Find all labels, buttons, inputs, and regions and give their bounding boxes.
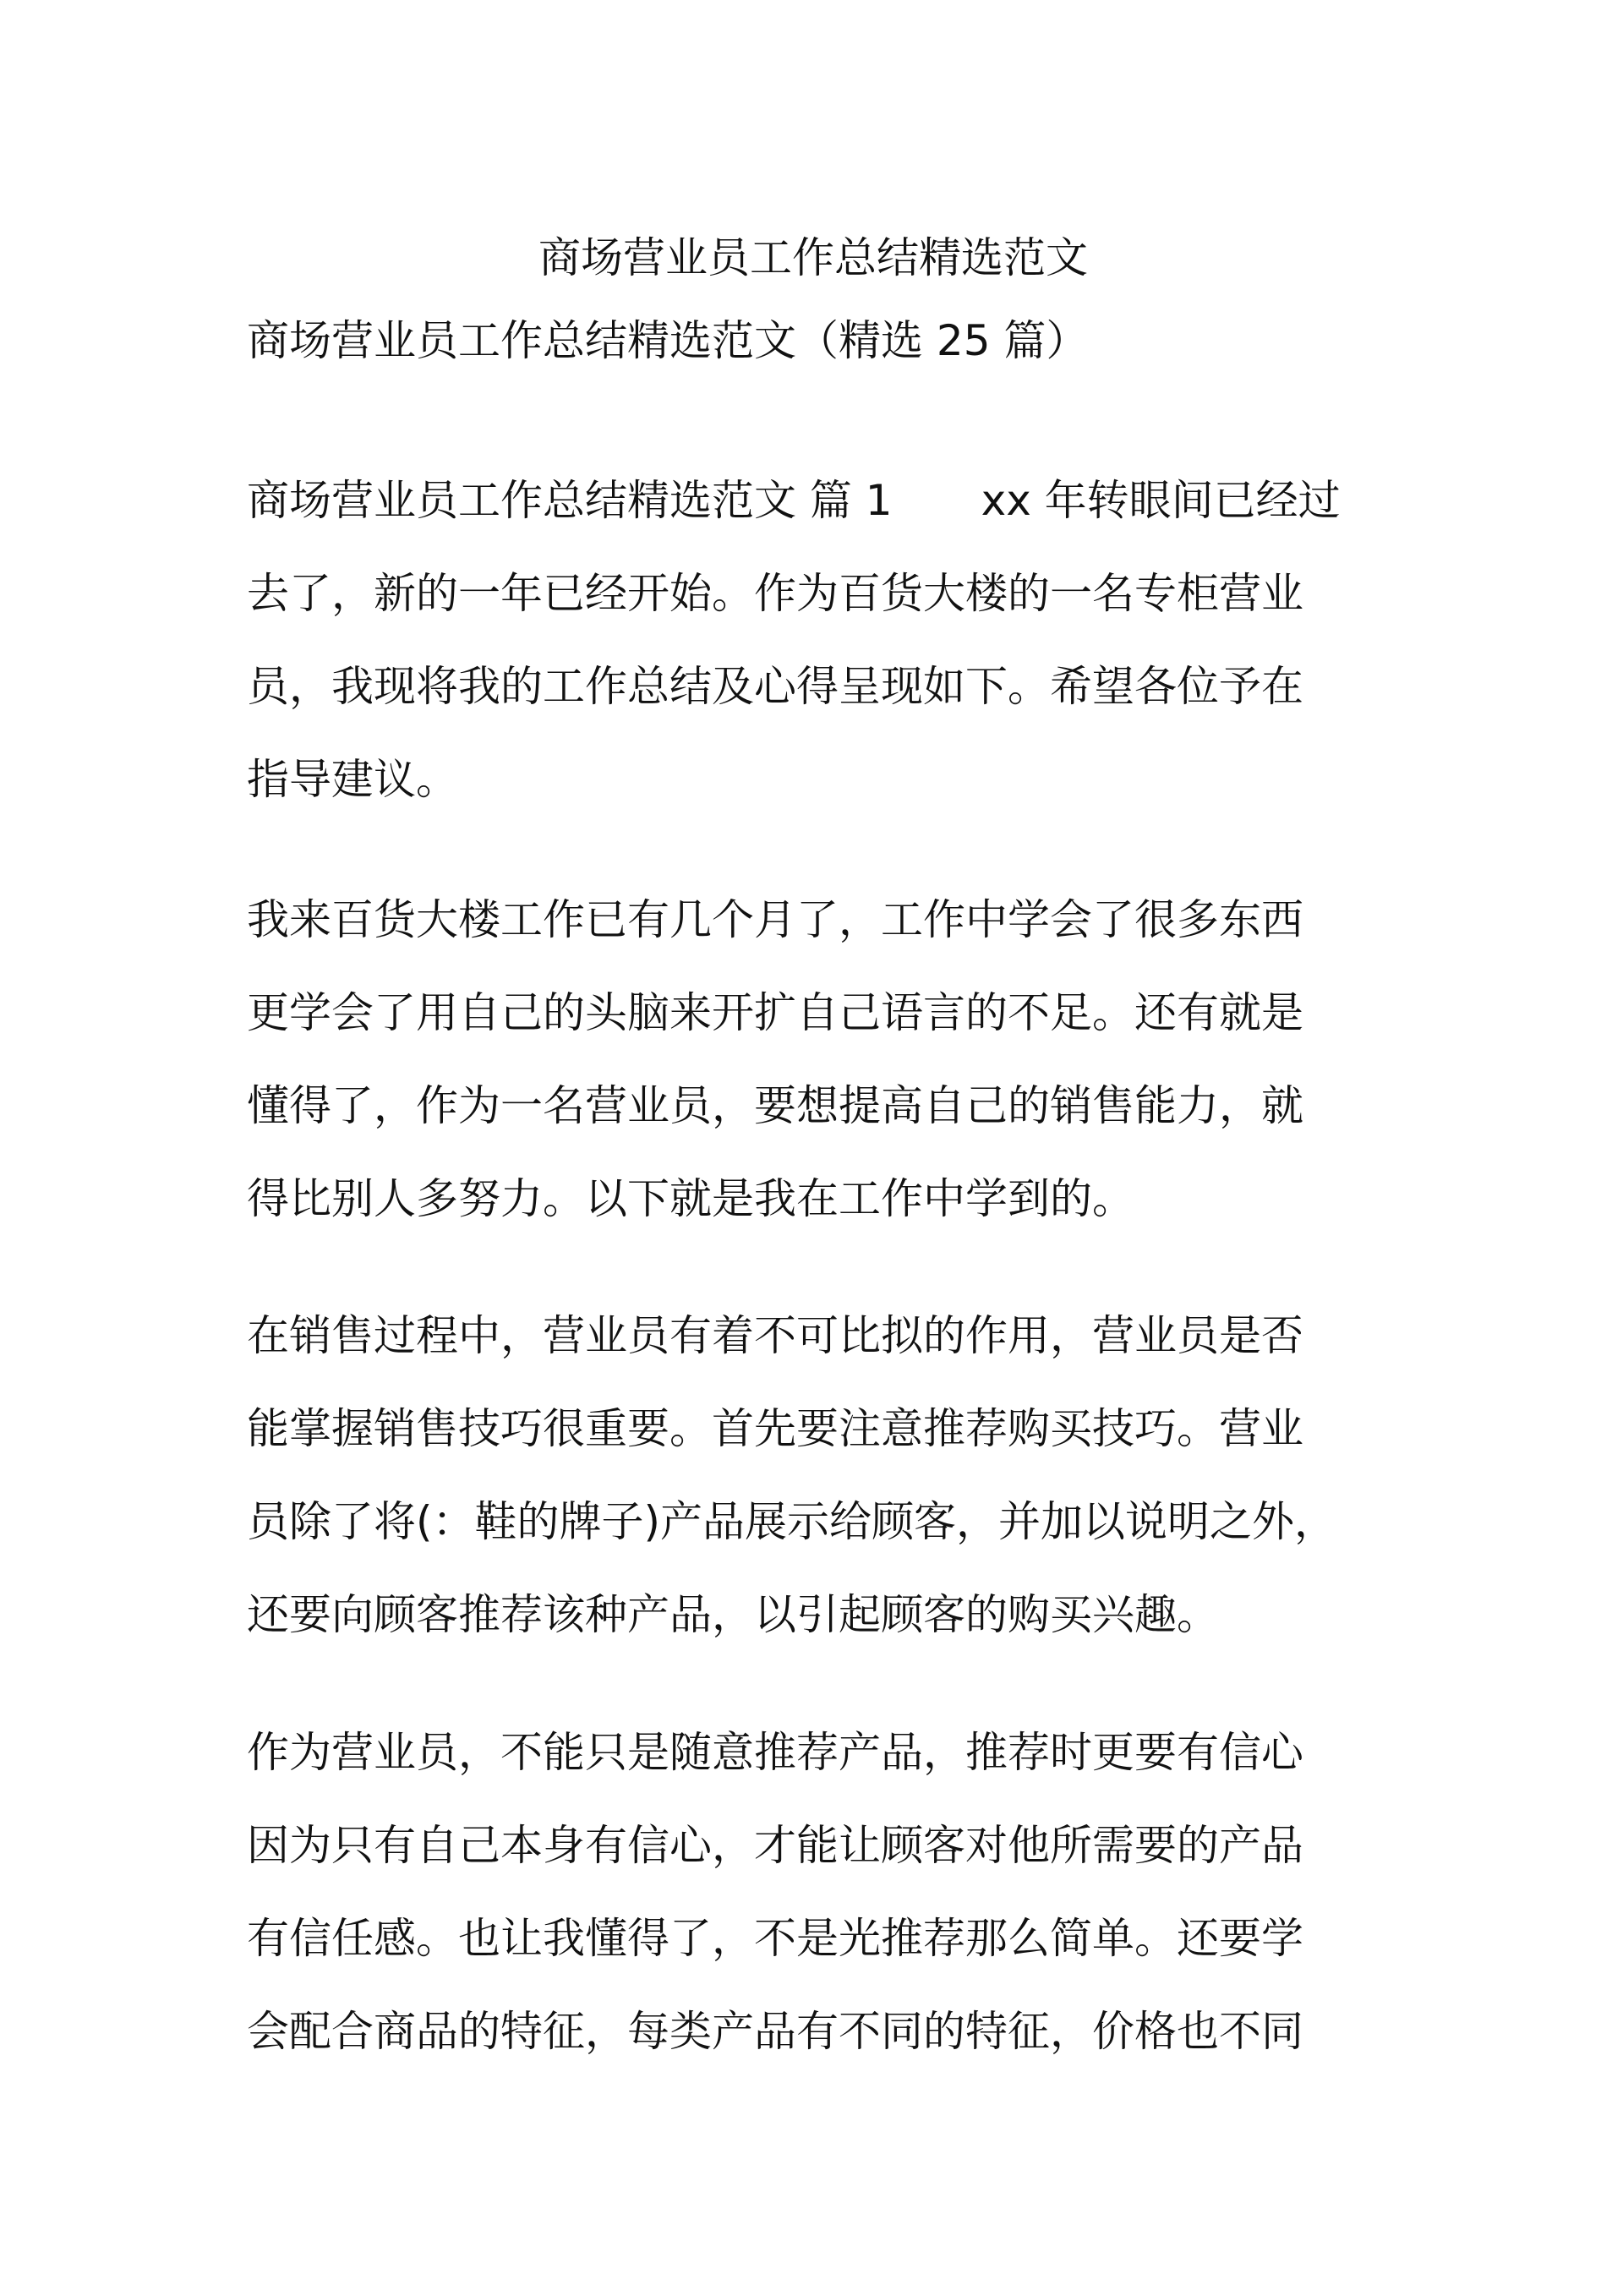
paragraph-text: xx 年转眼间已经过 — [981, 476, 1341, 525]
paragraph-1 — [247, 454, 1396, 826]
paragraph-3 — [247, 1289, 1396, 1661]
paragraph-line: 在销售过程中，营业员有着不可比拟的作用，营业员是否 — [247, 1311, 1303, 1360]
paragraph-line: 还要向顾客推荐该种产品，以引起顾客的购买兴趣。 — [247, 1590, 1219, 1639]
paragraph-line: 有信任感。也让我懂得了，不是光推荐那么简单。还要学 — [247, 1914, 1303, 1963]
paragraph-4 — [247, 1706, 1396, 2078]
document-subtitle: 商场营业员工作总结精选范文（精选 25 篇） — [247, 316, 1089, 365]
paragraph-line: 员除了将(：鞋的牌子)产品展示给顾客，并加以说明之外， — [247, 1497, 1337, 1546]
document-title: 商场营业员工作总结精选范文 — [538, 233, 1088, 282]
section-heading: 商场营业员工作总结精选范文 篇 1 — [247, 476, 893, 525]
paragraph-line: 去了，新的一年已经开始。作为百货大楼的一名专柜营业 — [247, 569, 1303, 618]
paragraph-2 — [247, 873, 1396, 1245]
paragraph-line: 会配合商品的特征，每类产品有不同的特征，价格也不同 — [247, 2007, 1303, 2056]
paragraph-line: 指导建议。 — [247, 755, 458, 804]
paragraph-line: 我来百货大楼工作已有几个月了，工作中学会了很多东西 — [247, 895, 1303, 944]
paragraph-line: 得比别人多努力。以下就是我在工作中学到的。 — [247, 1174, 1134, 1223]
paragraph-line: 作为营业员，不能只是随意推荐产品，推荐时更要有信心 — [247, 1728, 1303, 1777]
paragraph-line: 更学会了用自己的头脑来开扩自己语言的不足。还有就是 — [247, 988, 1303, 1037]
paragraph-line — [247, 454, 1396, 547]
paragraph-line: 因为只有自己本身有信心，才能让顾客对他所需要的产品 — [247, 1821, 1303, 1870]
paragraph-line: 能掌握销售技巧很重要。首先要注意推荐购买技巧。营业 — [247, 1404, 1303, 1453]
paragraph-line: 员，我现将我的工作总结及心得呈现如下。希望各位予在 — [247, 662, 1303, 711]
paragraph-line: 懂得了，作为一名营业员，要想提高自己的销售能力，就 — [247, 1081, 1303, 1130]
